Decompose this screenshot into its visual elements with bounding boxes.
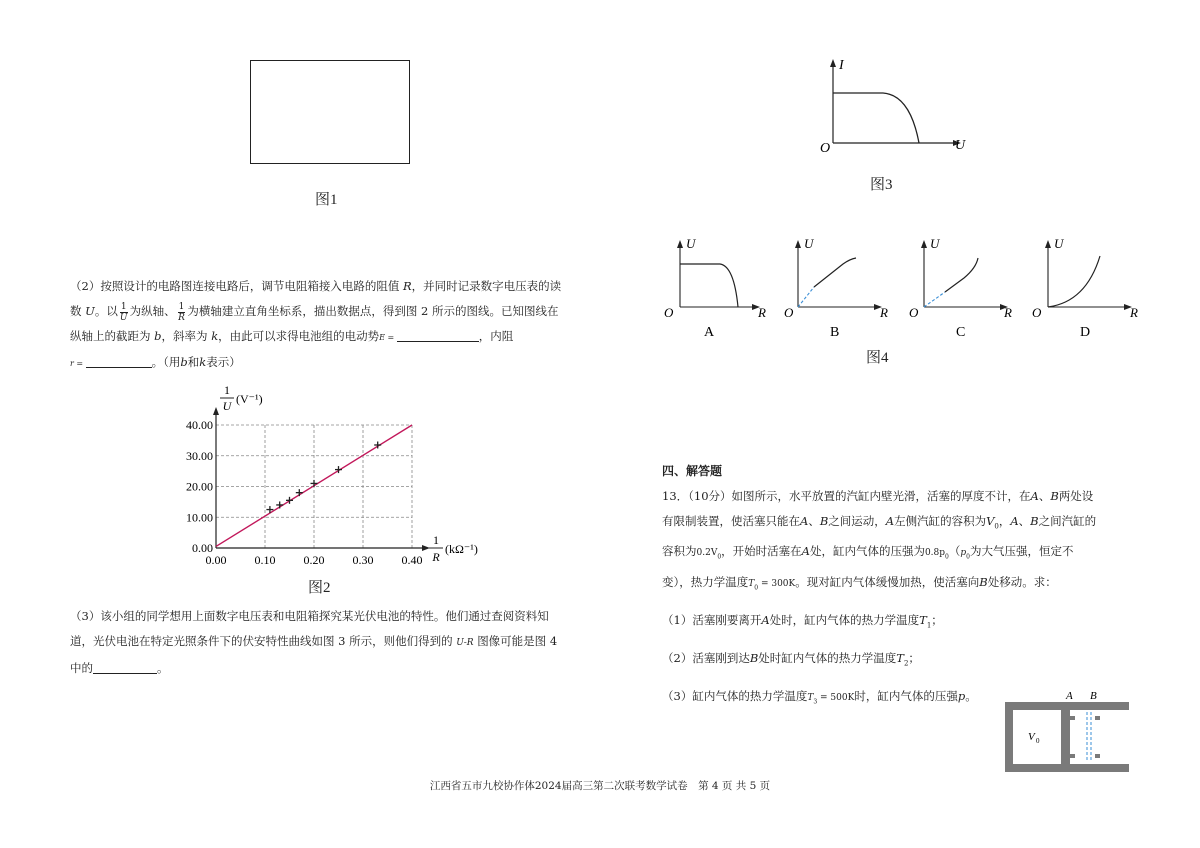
x-label-unit: (kΩ⁻¹) [445, 542, 478, 556]
figure-3-caption: 图3 [870, 177, 893, 193]
x-label-denominator: R [432, 550, 440, 564]
q2-line-3: 纵轴上的截距为 b，斜率为 k，由此可以求得电池组的电动势E = ，内阻 [70, 329, 514, 343]
fig4-panel-d [1032, 236, 1138, 340]
label-b: B [1090, 690, 1097, 702]
label-a: A [1066, 690, 1073, 702]
fig4-c-dashed-extension [924, 292, 945, 307]
q13-line-2: 有限制装置，使活塞只能在A、B之间运动，A左侧汽缸的容积为$V_0$，A、B之间汽缸的 [662, 514, 1097, 531]
fraction-1-over-r: $\frac{1}{R}$ [178, 301, 185, 323]
stop-b-top [1095, 716, 1100, 720]
y-axis-arrow [213, 407, 219, 415]
fig4-a-label: A [704, 325, 715, 340]
figure-3-iv-curve [815, 55, 975, 165]
fig4-b-label: B [830, 325, 840, 340]
question-2 [70, 274, 590, 376]
figure-2-caption: 图2 [308, 580, 331, 596]
q2-line-1: （2）按照设计的电路图连接电路后，调节电阻箱接入电路的阻值 R，并同时记录数字电压表的读 [70, 279, 562, 293]
fig4-panel-c [909, 236, 1012, 340]
graph-choice-answer-blank[interactable] [93, 660, 157, 674]
svg-text:R: R [880, 305, 888, 320]
chart-points [266, 441, 381, 513]
stop-a-bottom [1070, 754, 1075, 758]
cylinder-diagram [1000, 688, 1140, 778]
fig4-c-curve [945, 258, 978, 292]
q3-line-2: 道，光伏电池在特定光照条件下的伏安特性曲线如图 3 所示，则他们得到的 U-R 图像可能是图 4 [70, 634, 558, 648]
svg-text:U: U [930, 236, 940, 251]
resistance-answer-blank[interactable] [86, 354, 152, 368]
question-3 [70, 604, 590, 681]
fig3-curve [833, 93, 919, 143]
q13-sub-1: （1）活塞刚要离开A处时，缸内气体的热力学温度$T_1$； [662, 612, 943, 630]
q3-line-3: 中的 。 [70, 661, 169, 675]
piston [1061, 710, 1070, 764]
y-tick-label-0.00: 0.00 [192, 541, 213, 555]
data-point-4 [296, 489, 303, 496]
x-tick-label-0.00: 0.00 [205, 553, 227, 567]
y-tick-label-10.00: 10.00 [186, 510, 213, 525]
y-label-denominator: U [222, 399, 232, 413]
y-label-unit: (V⁻¹) [236, 392, 263, 406]
fig3-origin: O [820, 141, 831, 156]
data-point-5 [311, 480, 318, 487]
svg-text:U: U [804, 236, 814, 251]
q13-line-4: 变），热力学温度$T_0 = 300K$。现对缸内气体缓慢加热，使活塞向B处移动。求： [662, 574, 1057, 591]
x-tick-label-0.30: 0.30 [352, 553, 374, 567]
question-13 [662, 484, 1142, 715]
fig3-y-label: I [839, 58, 844, 73]
svg-text:R: R [1004, 305, 1012, 320]
fig3-y-arrow [830, 59, 836, 67]
x-tick-label-0.40: 0.40 [401, 553, 423, 567]
q3-line-1: （3）该小组的同学想用上面数字电压表和电阻箱探究某光伏电池的特性。他们通过查阅资料知 [70, 609, 549, 623]
emf-answer-blank[interactable] [397, 328, 479, 342]
figure-1-caption: 图1 [315, 192, 338, 208]
chart-axes [213, 407, 430, 551]
y-tick-label-40.00: 40.00 [186, 418, 213, 432]
data-point-2 [276, 501, 283, 508]
svg-text:O: O [1032, 305, 1042, 320]
svg-text:R: R [758, 305, 766, 320]
stop-b-bottom [1095, 754, 1100, 758]
page-footer: 江西省五市九校协作体2024届高三第二次联考数学试卷 第 4 页 共 5 页 [429, 780, 771, 792]
fig3-x-label: U [955, 138, 966, 153]
x-label-numerator: 1 [433, 533, 439, 547]
section-title: 四、解答题 [662, 464, 723, 478]
fig4-panel-a [664, 236, 766, 340]
y-label-numerator: 1 [224, 383, 230, 397]
fig4-panel-b [784, 236, 888, 340]
y-tick-label-20.00: 20.00 [186, 479, 213, 494]
label-v0-sub: 0 [1036, 737, 1040, 745]
x-tick-label-0.10: 0.10 [254, 553, 276, 567]
q13-sub-2: （2）活塞刚到达B处时缸内气体的热力学温度$T_2$； [662, 651, 920, 668]
y-tick-label-30.00: 30.00 [186, 448, 213, 463]
figure-2-chart [170, 380, 490, 600]
svg-text:O: O [909, 305, 919, 320]
fraction-1-over-u: $\frac{1}{U}$ [119, 301, 128, 323]
svg-text:R: R [1130, 305, 1138, 320]
q2-line-2: 数 U。以 $\frac{1}{U}$ 为纵轴、 $\frac{1}{R}$ 为横轴建立直角坐标系，描出数据点，得到图 2 所示的图线。已知图线在 [70, 301, 559, 323]
fig4-d-curve [1048, 256, 1100, 307]
q13-sub-3: （3）缸内气体的热力学温度$T_3 = 500K$时，缸内气体的压强p。 [662, 689, 977, 706]
fig4-c-label: C [956, 325, 966, 340]
stop-a-top [1070, 716, 1075, 720]
q13-line-1: 13．（10分）如图所示，水平放置的汽缸内壁光滑，活塞的厚度不计，在A、B两处设 [662, 489, 1094, 503]
x-tick-label-0.20: 0.20 [303, 553, 325, 567]
fig4-a-curve [680, 264, 738, 307]
figure-4-options [658, 232, 1148, 340]
svg-text:O: O [664, 305, 674, 320]
figure-4-caption: 图4 [866, 350, 889, 366]
svg-text:U: U [686, 236, 696, 251]
q13-line-3: 容积为$0.2V_0$，开始时活塞在A处，缸内气体的压强为$0.8p_0(p_0$为大气压强，恒定不 [662, 544, 1074, 561]
fig4-d-label: D [1080, 325, 1091, 340]
fig4-b-dashed-extension [798, 287, 814, 307]
q2-line-4: r = 。（用b和k表示） [70, 355, 241, 369]
svg-text:O: O [784, 305, 794, 320]
fig4-b-curve [814, 258, 856, 287]
svg-text:U: U [1054, 236, 1064, 251]
x-axis-arrow [422, 545, 430, 551]
figure-1-box [250, 60, 410, 164]
label-v0: V [1028, 731, 1035, 743]
